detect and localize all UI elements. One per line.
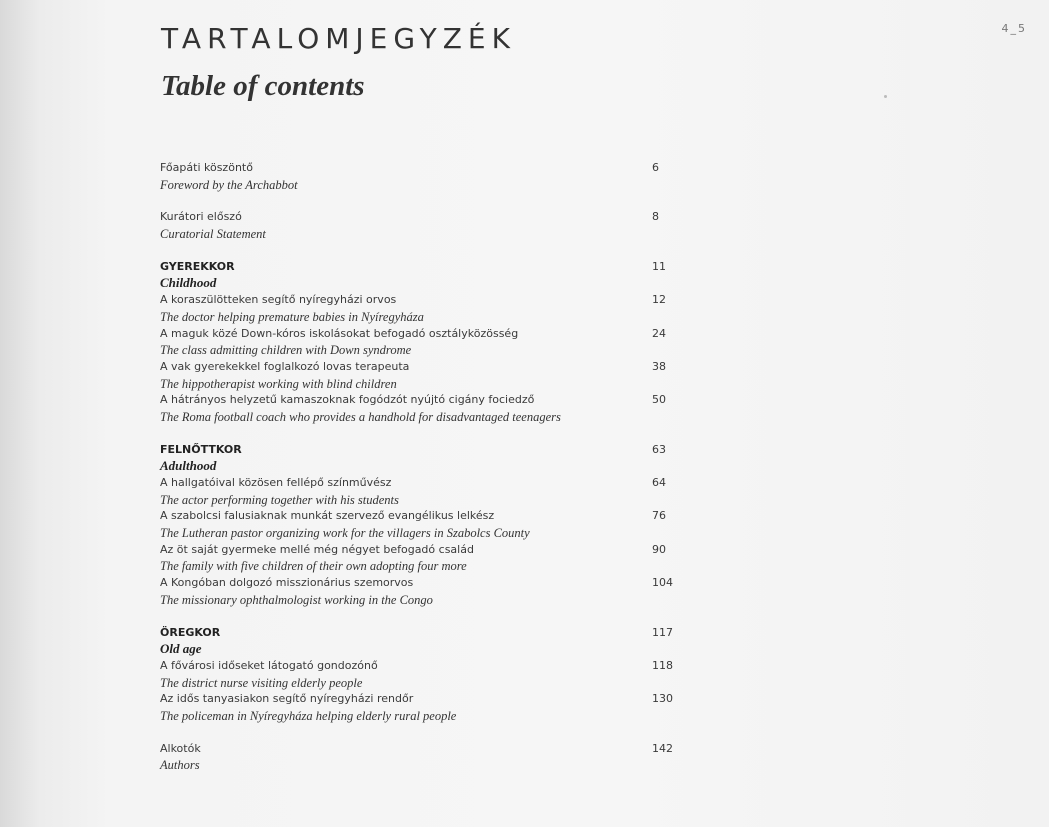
entry-title-en: Foreword by the Archabbot <box>160 177 298 192</box>
page-numbers: 4_5 <box>1001 22 1027 35</box>
entry-title-hu: Az öt saját gyermeke mellé még négyet befogadó család <box>160 542 474 556</box>
title-english: Table of contents <box>161 70 365 102</box>
toc-entry[interactable] <box>160 292 700 325</box>
entry-title-en: The actor performing together with his students <box>160 492 399 507</box>
entry-page-number: 76 <box>652 509 666 523</box>
toc-entry[interactable] <box>160 741 700 774</box>
entry-title-hu: A hallgatóival közösen fellépő színművész <box>160 476 392 489</box>
section-page-number: 63 <box>652 442 666 456</box>
toc-entry[interactable] <box>160 691 700 724</box>
toc-entry[interactable] <box>160 209 700 242</box>
entry-title-en: The Lutheran pastor organizing work for the villagers in Szabolcs County <box>160 526 530 541</box>
entry-title-en: The policeman in Nyíregyháza helping elderly rural people <box>160 708 457 723</box>
entry-title-en: The district nurse visiting elderly people <box>160 675 363 690</box>
entry-title-hu: Kurátori előszó <box>160 210 242 224</box>
entry-title-hu: A Kongóban dolgozó misszionárius szemorvos <box>160 576 414 590</box>
title-hungarian: TARTALOMJEGYZÉK <box>161 22 516 55</box>
section-heading-en: Childhood <box>160 275 217 291</box>
toc-entry[interactable] <box>160 359 700 392</box>
section-page-number: 117 <box>652 625 673 639</box>
entry-page-number: 38 <box>652 359 666 373</box>
entry-title-hu: Főapáti köszöntő <box>160 161 253 174</box>
entry-title-hu: A fővárosi időseket látogató gondozónő <box>160 658 378 672</box>
entry-page-number: 8 <box>652 210 659 224</box>
entry-page-number: 142 <box>652 741 673 755</box>
entry-title-en: The doctor helping premature babies in Nyíregyháza <box>160 309 424 324</box>
entry-title-en: The hippotherapist working with blind children <box>160 376 397 391</box>
entry-title-hu: A vak gyerekekkel foglalkozó lovas terapeuta <box>160 359 410 373</box>
entry-title-hu: Az idős tanyasiakon segítő nyíregyházi rendőr <box>160 692 414 706</box>
toc-section-old-age <box>160 625 700 725</box>
entry-title-en: Authors <box>160 758 200 773</box>
toc-entry[interactable] <box>160 575 700 608</box>
entry-page-number: 118 <box>652 658 673 672</box>
section-heading[interactable] <box>160 259 700 292</box>
entry-page-number: 24 <box>652 326 666 340</box>
toc-entry[interactable] <box>160 542 700 575</box>
toc-entry[interactable] <box>160 475 700 508</box>
table-of-contents <box>160 160 700 790</box>
entry-title-hu: Alkotók <box>160 741 201 755</box>
toc-entry[interactable] <box>160 658 700 691</box>
entry-title-hu: A koraszülötteken segítő nyíregyházi orvos <box>160 293 397 307</box>
section-heading-hu: GYEREKKOR <box>160 259 235 273</box>
entry-page-number: 64 <box>652 476 666 489</box>
entry-title-en: The class admitting children with Down syndrome <box>160 343 412 358</box>
entry-title-hu: A hátrányos helyzetű kamaszoknak fogódzót nyújtó cigány fociedző <box>160 393 535 407</box>
section-heading-en: Old age <box>160 641 202 657</box>
entry-title-en: The Roma football coach who provides a handhold for disadvantaged teenagers <box>160 409 561 424</box>
section-heading[interactable] <box>160 442 700 475</box>
entry-page-number: 50 <box>652 393 666 407</box>
entry-title-hu: A szabolcsi falusiaknak munkát szervező evangélikus lelkész <box>160 509 495 523</box>
section-heading-en: Adulthood <box>160 458 217 474</box>
section-heading-hu: ÖREGKOR <box>160 625 221 639</box>
toc-section-curatorial <box>160 209 700 242</box>
section-heading-hu: FELNŐTTKOR <box>160 442 242 456</box>
toc-entry[interactable] <box>160 326 700 359</box>
section-heading[interactable] <box>160 625 700 658</box>
entry-title-en: Curatorial Statement <box>160 227 266 242</box>
entry-title-en: The family with five children of their own adopting four more <box>160 559 467 574</box>
toc-section-authors <box>160 741 700 774</box>
entry-title-en: The missionary ophthalmologist working in the Congo <box>160 592 433 607</box>
toc-section-foreword <box>160 160 700 193</box>
entry-page-number: 130 <box>652 692 673 706</box>
section-page-number: 11 <box>652 259 666 273</box>
toc-entry[interactable] <box>160 160 700 193</box>
toc-section-childhood <box>160 259 700 426</box>
entry-title-hu: A maguk közé Down-kóros iskolásokat befogadó osztályközösség <box>160 326 519 340</box>
toc-section-adulthood <box>160 442 700 609</box>
entry-page-number: 90 <box>652 542 666 556</box>
entry-page-number: 6 <box>652 161 659 174</box>
toc-entry[interactable] <box>160 508 700 541</box>
toc-entry[interactable] <box>160 392 700 425</box>
entry-page-number: 12 <box>652 293 666 307</box>
entry-page-number: 104 <box>652 576 673 590</box>
paper-speck <box>884 95 887 98</box>
